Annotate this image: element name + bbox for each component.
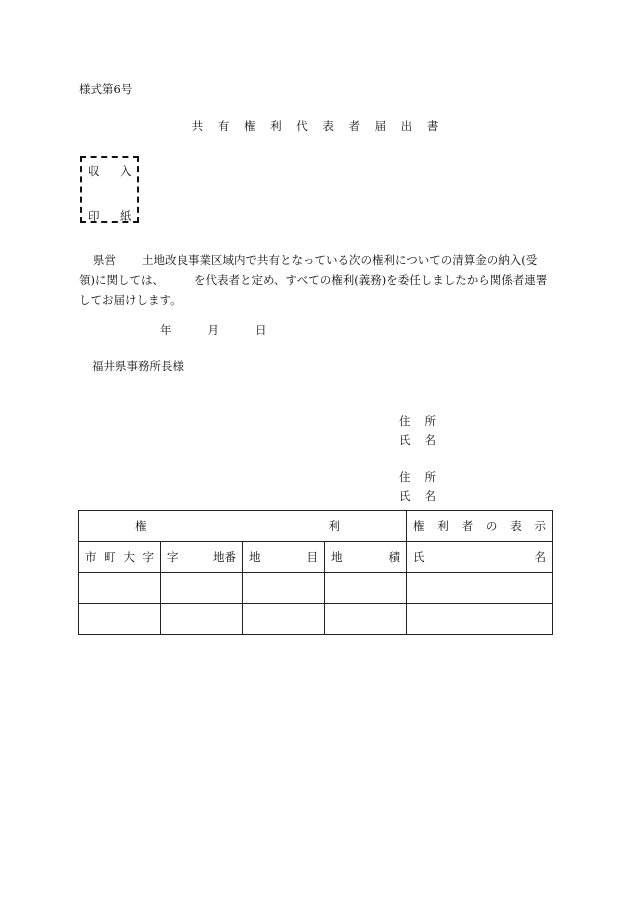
title-char: 有 [217,119,230,133]
table-cell[interactable] [407,573,553,604]
table-cell[interactable] [325,573,407,604]
table-cell[interactable] [161,573,243,604]
title-char: 利 [270,119,282,133]
form-number: 様式第6号 [79,82,133,96]
body-text-part: 県営 [93,253,116,267]
signature-address-label: 住 所 [399,470,436,484]
table-column-header-row [79,542,553,573]
signature-name-label: 氏 名 [399,489,436,503]
table-row [79,573,553,604]
header-land-category: 地 目 [243,542,325,573]
table-cell[interactable] [243,573,325,604]
body-paragraph [79,250,553,310]
title-char: 書 [426,119,439,133]
title-char: 代 [296,119,308,133]
date-year: 年 [160,323,172,337]
header-city-town-oaza: 市 町 大 字 [79,542,161,573]
signature-address-label: 住 所 [399,414,436,428]
stamp-text: 紙 [120,209,132,223]
table-cell[interactable] [407,604,553,635]
header-area: 地 積 [325,542,407,573]
header-name: 氏 名 [407,542,553,573]
table-row [79,604,553,635]
title-char: 届 [374,119,387,133]
header-holder: 権 利 者 の 表 示 [407,511,553,542]
table-cell[interactable] [243,604,325,635]
document-title [0,118,630,134]
title-char: 共 [191,119,204,133]
title-char: 権 [243,119,256,133]
date-line [160,322,267,338]
rights-table [78,510,553,635]
header-aza-lot: 字 地番 [161,542,243,573]
table-cell[interactable] [325,604,407,635]
table-cell[interactable] [79,604,161,635]
header-rights: 権 利 [79,511,407,542]
table-cell[interactable] [161,604,243,635]
stamp-text: 収 [88,164,100,178]
table-group-header-row [79,511,553,542]
stamp-text: 印 [88,209,100,223]
body-text-part: を代表者と定め、すべての権利(義務)を委任しましたから関係者連署してお届けします。 [79,273,548,307]
title-char: 者 [348,119,360,133]
table-cell[interactable] [79,573,161,604]
title-char: 表 [322,119,334,133]
date-day: 日 [255,323,267,337]
stamp-text: 入 [120,164,132,178]
title-char: 出 [400,119,413,133]
body-text-part: 土地改良事業区域内で共有となっている次の権利についての清算金の納入(受領)に関しては、 [79,253,538,287]
signature-name-label: 氏 名 [399,433,436,447]
addressee: 福井県事務所長様 [92,359,184,373]
date-month: 月 [207,323,219,337]
